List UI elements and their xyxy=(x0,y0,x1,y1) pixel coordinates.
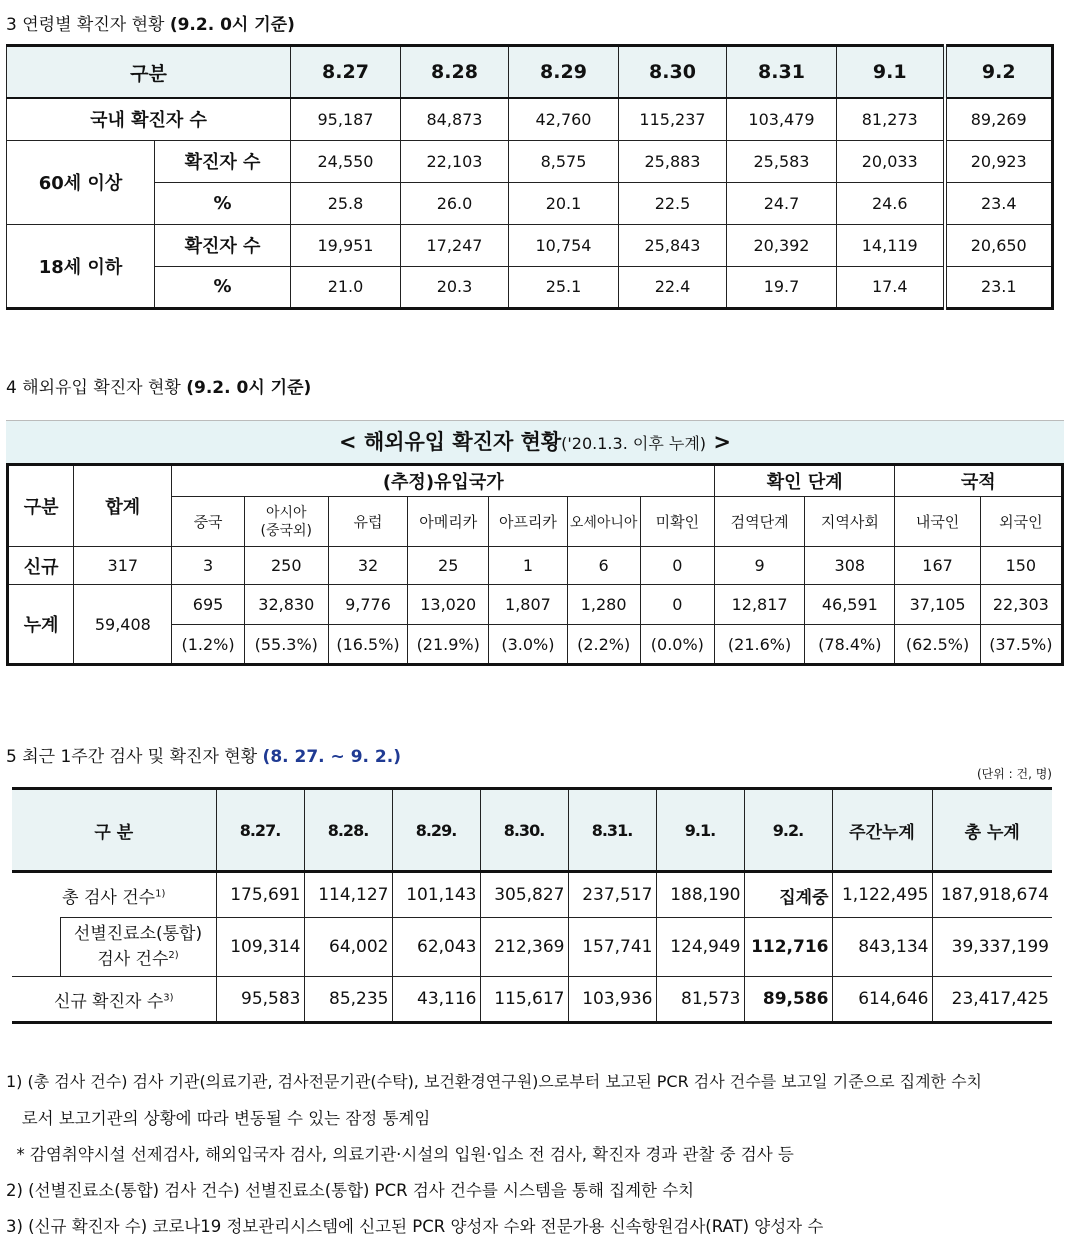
cell: 103,936 xyxy=(568,977,656,1023)
weekly-tests-table xyxy=(12,787,1052,1024)
table-row xyxy=(7,98,1053,140)
cell: 25,583 xyxy=(727,140,837,182)
subheader-cell: 유럽 xyxy=(328,497,407,547)
header-date: 8.28 xyxy=(401,46,509,99)
header-date: 8.29 xyxy=(509,46,619,99)
cell: 95,187 xyxy=(291,98,401,140)
cell: 85,235 xyxy=(304,977,392,1023)
section-3-title xyxy=(6,10,295,35)
cell: 124,949 xyxy=(656,918,744,977)
cell: 26.0 xyxy=(401,182,509,224)
header-total: 총 누계 xyxy=(932,789,1052,872)
cell: 39,337,199 xyxy=(932,918,1052,977)
cell: 250 xyxy=(244,547,328,585)
cell: 212,369 xyxy=(480,918,568,977)
cell: 43,116 xyxy=(392,977,480,1023)
imported-cases-table xyxy=(6,463,1064,666)
cell: 9,776 xyxy=(328,585,407,625)
row-label-cases: 확진자 수 xyxy=(155,224,291,266)
cell: (21.9%) xyxy=(408,625,489,665)
cell: (37.5%) xyxy=(980,625,1062,665)
header-weekly: 주간누계 xyxy=(832,789,932,872)
section-number: 4 xyxy=(6,378,17,398)
section-heading: 연령별 확진자 현황 xyxy=(22,15,165,35)
header-gubun: 구 분 xyxy=(12,789,216,872)
cell: 22,303 xyxy=(980,585,1062,625)
unit-label: (단위 : 건, 명) xyxy=(976,767,1052,781)
header-date: 8.30. xyxy=(480,789,568,872)
footnote-2: 2) (선별진료소(통합) 검사 건수) 선별진료소(통합) PCR 검사 건수를 시스템을 통해 집계한 수치 xyxy=(6,1181,695,1200)
section-4-title xyxy=(6,373,311,398)
cell: 81,273 xyxy=(837,98,945,140)
subheader-cell: 아메리카 xyxy=(408,497,489,547)
label-text: 신규 확진자 수 xyxy=(53,991,164,1012)
caption-sub: ('20.1.3. 이후 누계) xyxy=(561,434,707,453)
header-date: 8.31 xyxy=(727,46,837,99)
footnote-3: 3) (신규 확진자 수) 코로나19 정보관리시스템에 신고된 PCR 양성자 수와 전문가용 신속항원검사(RAT) 양성자 수 xyxy=(6,1217,824,1236)
cell: 25,843 xyxy=(619,224,727,266)
row-label-pct: % xyxy=(155,182,291,224)
header-date: 8.30 xyxy=(619,46,727,99)
cell: 25.1 xyxy=(509,266,619,308)
cell: 6 xyxy=(567,547,640,585)
header-date: 9.2 xyxy=(945,46,1053,99)
row-group-60plus: 60세 이상 xyxy=(7,140,155,224)
cell: 0 xyxy=(640,585,714,625)
cell: 89,269 xyxy=(945,98,1053,140)
cell: 23.4 xyxy=(945,182,1053,224)
section-basis: (9.2. 0시 기준) xyxy=(169,15,295,35)
subheader-cell: 내국인 xyxy=(895,497,980,547)
subheader-cell: 오세아니아 xyxy=(567,497,640,547)
cell: 115,617 xyxy=(480,977,568,1023)
cell: 112,716 xyxy=(744,918,832,977)
cell: 10,754 xyxy=(509,224,619,266)
cell: 64,002 xyxy=(304,918,392,977)
cell: (3.0%) xyxy=(489,625,567,665)
subheader-cell: 미확인 xyxy=(640,497,714,547)
header-date: 9.1. xyxy=(656,789,744,872)
subheader-cell: 지역사회 xyxy=(805,497,895,547)
cell: 20,923 xyxy=(945,140,1053,182)
cell: 101,143 xyxy=(392,872,480,918)
cell: 1,280 xyxy=(567,585,640,625)
cell: 24,550 xyxy=(291,140,401,182)
cell: 95,583 xyxy=(216,977,304,1023)
cell: 32 xyxy=(328,547,407,585)
header-date: 8.31. xyxy=(568,789,656,872)
cell: 22,103 xyxy=(401,140,509,182)
section-period: (8. 27. ~ 9. 2.) xyxy=(262,747,401,767)
row-label-new-cases xyxy=(12,977,216,1023)
cell: 32,830 xyxy=(244,585,328,625)
cell: 13,020 xyxy=(408,585,489,625)
subheader-cell: 검역단계 xyxy=(714,497,804,547)
table-row xyxy=(7,266,1053,308)
age-group-cases-table xyxy=(6,44,1054,310)
cell: 46,591 xyxy=(805,585,895,625)
cell: 1,122,495 xyxy=(832,872,932,918)
cell: 17,247 xyxy=(401,224,509,266)
cell: 20,033 xyxy=(837,140,945,182)
row-label-pct: % xyxy=(155,266,291,308)
cell: 8,575 xyxy=(509,140,619,182)
caption-main: < 해외유입 확진자 현황 xyxy=(339,430,562,454)
cell: 42,760 xyxy=(509,98,619,140)
row-label-cumulative: 누계 xyxy=(8,585,74,665)
row-label-domestic: 국내 확진자 수 xyxy=(7,98,291,140)
table-row xyxy=(12,918,1052,977)
header-origin: (추정)유입국가 xyxy=(172,465,715,497)
cell: 237,517 xyxy=(568,872,656,918)
cell: (16.5%) xyxy=(328,625,407,665)
header-total: 합계 xyxy=(74,465,172,547)
cell: (1.2%) xyxy=(172,625,244,665)
cell: 22.4 xyxy=(619,266,727,308)
cell: 175,691 xyxy=(216,872,304,918)
header-date: 8.28. xyxy=(304,789,392,872)
header-date: 9.2. xyxy=(744,789,832,872)
cell: (78.4%) xyxy=(805,625,895,665)
cell: 1 xyxy=(489,547,567,585)
cell: 24.7 xyxy=(727,182,837,224)
section-5-title xyxy=(6,742,401,767)
cell: (0.0%) xyxy=(640,625,714,665)
label-text: 검사 건수 xyxy=(97,949,169,970)
cell: 167 xyxy=(895,547,980,585)
row-group-18under: 18세 이하 xyxy=(7,224,155,308)
row-label-screening-tests xyxy=(60,918,216,977)
cell: 115,237 xyxy=(619,98,727,140)
cell: 23,417,425 xyxy=(932,977,1052,1023)
cell: (62.5%) xyxy=(895,625,980,665)
label-text: 총 검사 건수 xyxy=(62,887,156,908)
table-row xyxy=(12,872,1052,918)
cell: 9 xyxy=(714,547,804,585)
cell: 37,105 xyxy=(895,585,980,625)
footnote-ref: 3) xyxy=(163,991,174,1003)
footnote-1: 1) (총 검사 건수) 검사 기관(의료기관, 검사전문기관(수탁), 보건환경연구원)으로부터 보고된 PCR 검사 건수를 보고일 기준으로 집계한 수치 xyxy=(6,1072,982,1091)
header-nationality: 국적 xyxy=(895,465,1063,497)
section-number: 3 xyxy=(6,15,17,35)
table-row xyxy=(8,585,1063,625)
cell: 317 xyxy=(74,547,172,585)
cell: 59,408 xyxy=(74,585,172,665)
imported-cases-caption xyxy=(6,420,1064,464)
subheader-cell: 아프리카 xyxy=(489,497,567,547)
indent-spacer xyxy=(12,918,60,977)
cell: 81,573 xyxy=(656,977,744,1023)
cell: 843,134 xyxy=(832,918,932,977)
header-gubun: 구분 xyxy=(7,46,291,99)
cell: 25 xyxy=(408,547,489,585)
cell: 19,951 xyxy=(291,224,401,266)
row-label-total-tests xyxy=(12,872,216,918)
cell: 0 xyxy=(640,547,714,585)
cell: 12,817 xyxy=(714,585,804,625)
cell: (2.2%) xyxy=(567,625,640,665)
cell: 114,127 xyxy=(304,872,392,918)
header-date: 8.27. xyxy=(216,789,304,872)
caption-end: > xyxy=(706,430,731,454)
cell: 308 xyxy=(805,547,895,585)
table-row xyxy=(7,182,1053,224)
footnote-1-cont: 로서 보고기관의 상황에 따라 변동될 수 있는 잠정 통계임 xyxy=(6,1109,431,1128)
cell: 25,883 xyxy=(619,140,727,182)
cell: 19.7 xyxy=(727,266,837,308)
subheader-cell: 외국인 xyxy=(980,497,1062,547)
header-stage: 확인 단계 xyxy=(714,465,895,497)
table-row xyxy=(7,140,1053,182)
table-row xyxy=(7,224,1053,266)
cell: 62,043 xyxy=(392,918,480,977)
subheader-cell: 아시아 (중국외) xyxy=(244,497,328,547)
cell: 20,392 xyxy=(727,224,837,266)
cell: 188,190 xyxy=(656,872,744,918)
cell: 20.1 xyxy=(509,182,619,224)
cell: 109,314 xyxy=(216,918,304,977)
table-row xyxy=(12,977,1052,1023)
cell: 20.3 xyxy=(401,266,509,308)
section-basis: (9.2. 0시 기준) xyxy=(186,378,312,398)
footnote-asterisk: * 감염취약시설 선제검사, 해외입국자 검사, 의료기관·시설의 입원·입소 전 검사, 확진자 경과 관찰 중 검사 등 xyxy=(6,1145,794,1164)
cell: 3 xyxy=(172,547,244,585)
label-text: 선별진료소(통합) xyxy=(73,923,203,944)
cell: 150 xyxy=(980,547,1062,585)
cell: 89,586 xyxy=(744,977,832,1023)
cell: 1,807 xyxy=(489,585,567,625)
header-date: 8.27 xyxy=(291,46,401,99)
footnote-ref: 1) xyxy=(155,887,166,899)
cell: 20,650 xyxy=(945,224,1053,266)
section-number: 5 xyxy=(6,747,17,767)
header-date: 9.1 xyxy=(837,46,945,99)
cell: 305,827 xyxy=(480,872,568,918)
cell: 14,119 xyxy=(837,224,945,266)
table-row xyxy=(8,547,1063,585)
cell: 23.1 xyxy=(945,266,1053,308)
cell: 집계중 xyxy=(744,872,832,918)
cell: 21.0 xyxy=(291,266,401,308)
section-heading: 최근 1주간 검사 및 확진자 현황 xyxy=(22,747,258,767)
cell: 157,741 xyxy=(568,918,656,977)
row-label-new: 신규 xyxy=(8,547,74,585)
cell: 22.5 xyxy=(619,182,727,224)
row-label-cases: 확진자 수 xyxy=(155,140,291,182)
section-heading: 해외유입 확진자 현황 xyxy=(22,378,181,398)
cell: 103,479 xyxy=(727,98,837,140)
cell: 695 xyxy=(172,585,244,625)
cell: (55.3%) xyxy=(244,625,328,665)
subheader-cell: 중국 xyxy=(172,497,244,547)
cell: (21.6%) xyxy=(714,625,804,665)
footnote-ref: 2) xyxy=(168,949,179,961)
cell: 84,873 xyxy=(401,98,509,140)
header-date: 8.29. xyxy=(392,789,480,872)
cell: 614,646 xyxy=(832,977,932,1023)
cell: 187,918,674 xyxy=(932,872,1052,918)
cell: 24.6 xyxy=(837,182,945,224)
cell: 17.4 xyxy=(837,266,945,308)
cell: 25.8 xyxy=(291,182,401,224)
header-gubun: 구분 xyxy=(8,465,74,547)
